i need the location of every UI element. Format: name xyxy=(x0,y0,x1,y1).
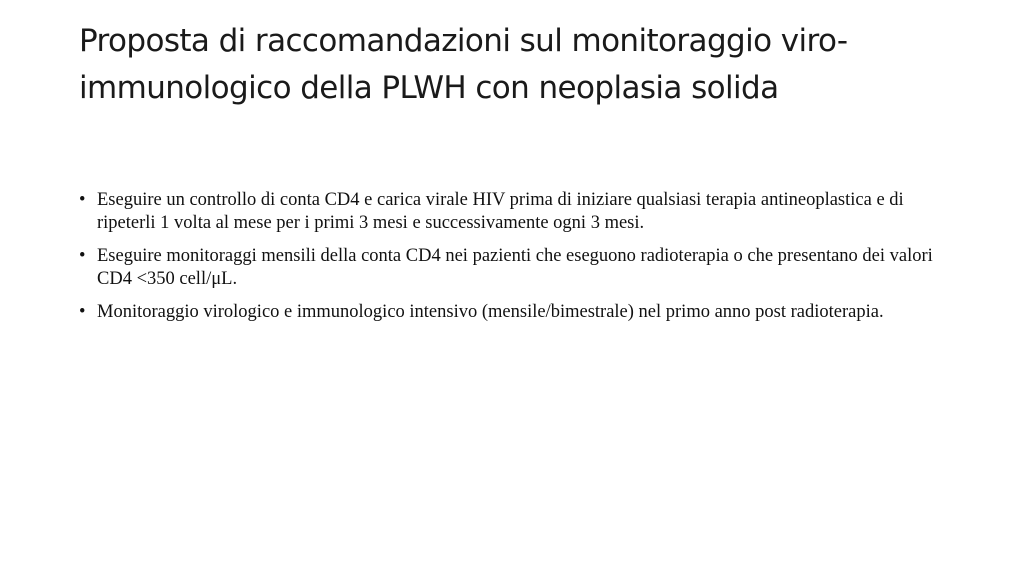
bullet-item xyxy=(79,301,939,324)
slide-title: Proposta di raccomandazioni sul monitoraggio viro- immunologico della PLWH con neoplasia solida xyxy=(79,23,848,106)
bullet-item xyxy=(79,189,939,235)
bullet-text: Monitoraggio virologico e immunologico intensivo (mensile/bimestrale) nel primo anno post radioterapia. xyxy=(97,302,884,322)
bullet-marker: • xyxy=(79,302,86,322)
bullet-list xyxy=(79,189,939,334)
bullet-marker: • xyxy=(79,190,86,210)
bullet-marker: • xyxy=(79,246,86,266)
bullet-item xyxy=(79,245,939,291)
bullet-text: Eseguire un controllo di conta CD4 e carica virale HIV prima di iniziare qualsiasi terapia antineoplastica e di ripeterli 1 volta al mese per i primi 3 mesi e successivamente ogni 3 mesi. xyxy=(97,190,904,233)
bullet-text: Eseguire monitoraggi mensili della conta CD4 nei pazienti che eseguono radioterapia o che presentano dei valori CD4 <350 cell/μL. xyxy=(97,246,933,289)
